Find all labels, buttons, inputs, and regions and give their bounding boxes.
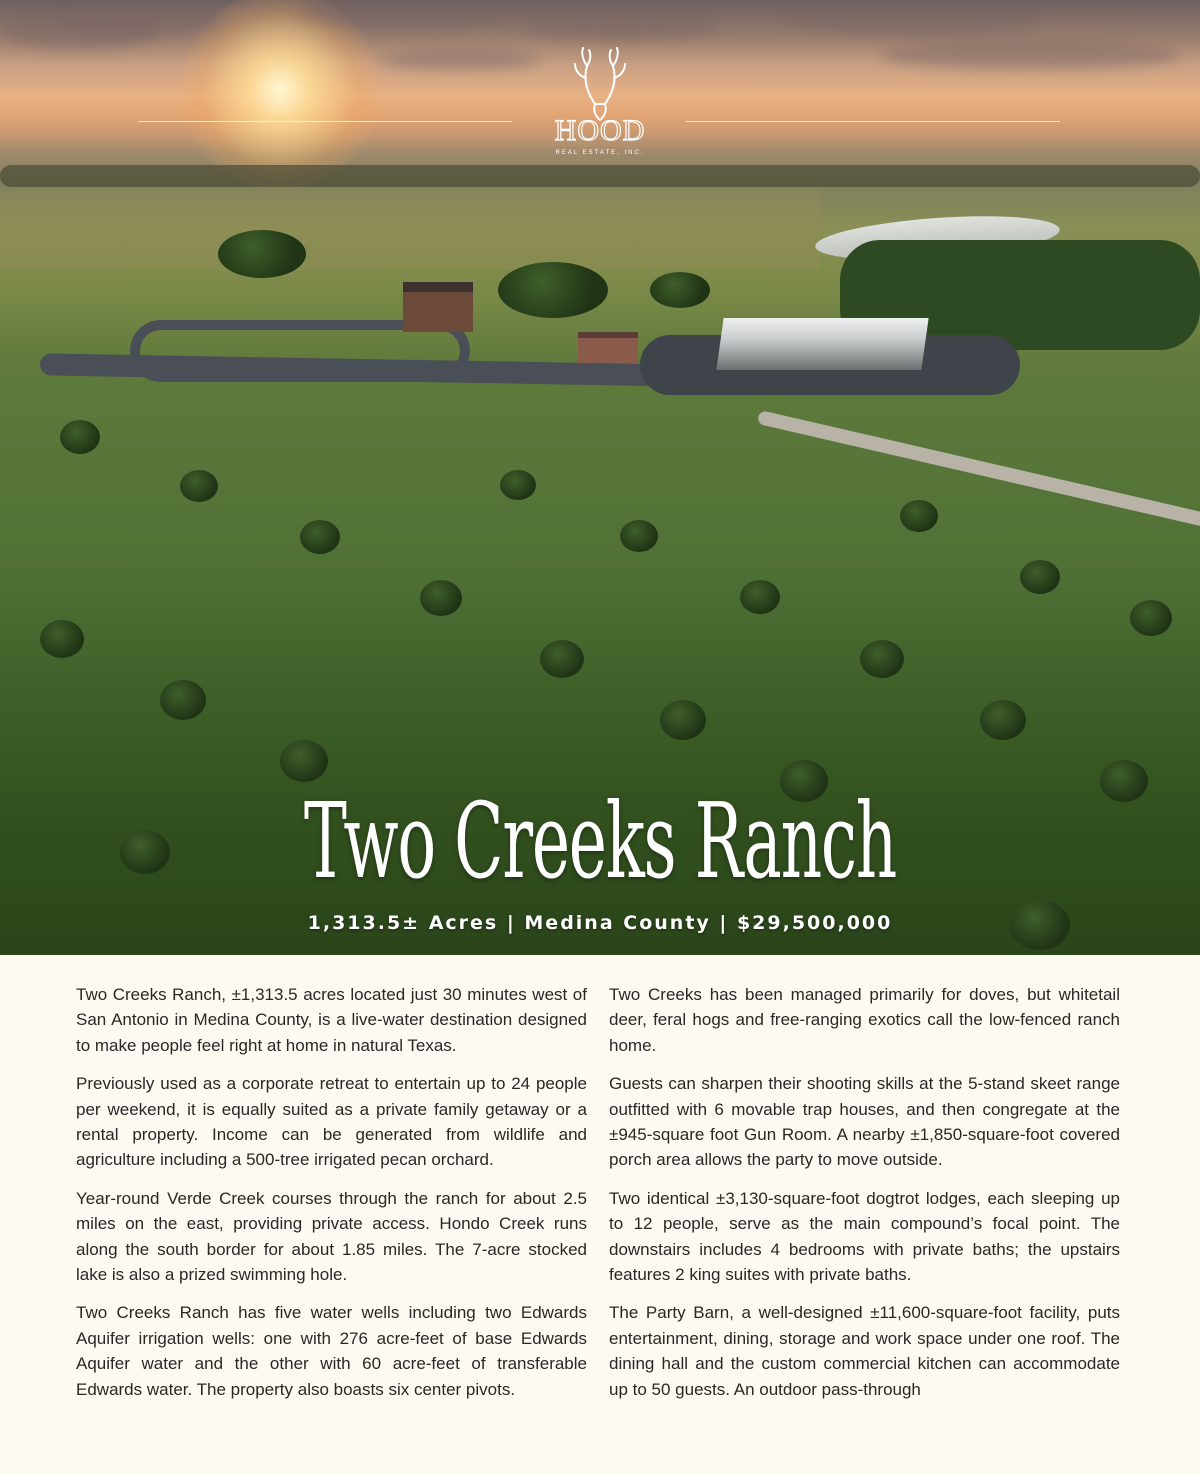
paragraph: Two Creeks Ranch, ±1,313.5 acres located just 30 minutes west of San Antonio in Medina County, is a live-water destination designed to make people feel right at home in natural Texas. xyxy=(76,985,587,1055)
logo-subtitle: REAL ESTATE, INC. xyxy=(555,150,645,156)
orchard-tree xyxy=(620,520,658,552)
orchard-tree xyxy=(300,520,340,554)
cloud xyxy=(60,5,220,35)
sun xyxy=(180,0,380,190)
orchard-tree xyxy=(980,700,1026,740)
orchard-tree xyxy=(60,420,100,454)
orchard-tree xyxy=(40,620,84,658)
page-title: Two Creeks Ranch xyxy=(303,780,897,902)
paragraph: Guests can sharpen their shooting skills at the 5-stand skeet range outfitted with 6 movable trap houses, and then congregate at the ±945-square foot Gun Room. A nearby ±1,850-square-foot covered porch area allows the party to move outside. xyxy=(609,1074,1120,1170)
cloud xyxy=(780,0,1040,35)
horizon-treeline xyxy=(0,165,1200,187)
live-oak xyxy=(218,230,306,278)
logo-rule-left xyxy=(138,121,512,122)
cloud xyxy=(880,40,1180,70)
hood-logo xyxy=(540,44,660,162)
property-summary: 1,313.5± Acres | Medina County | $29,500,000 xyxy=(307,912,893,934)
orchard-tree xyxy=(420,580,462,616)
orchard-tree xyxy=(740,580,780,614)
paragraph: Two Creeks Ranch has five water wells including two Edwards Aquifer irrigation wells: one with 276 acre-feet of base Edwards Aquifer water and the other with 60 acre-feet of transferable Edwards water. The property also boasts six center pivots. xyxy=(76,1303,587,1399)
orchard-tree xyxy=(1100,760,1148,802)
logo-rule-right xyxy=(686,121,1060,122)
paragraph: Two Creeks has been managed primarily for doves, but whitetail deer, feral hogs and free-ranging exotics call the low-fenced ranch home. xyxy=(609,985,1120,1055)
paragraph: Year-round Verde Creek courses through the ranch for about 2.5 miles on the east, providing private access. Hondo Creek runs along the south border for about 1.85 miles. The 7-acre stocked lake is also a prized swimming hole. xyxy=(76,1188,587,1285)
gravel-road xyxy=(757,410,1200,527)
orchard-tree xyxy=(1130,600,1172,636)
lodge xyxy=(403,282,473,332)
orchard-tree xyxy=(540,640,584,678)
orchard-tree xyxy=(900,500,938,532)
orchard-tree xyxy=(1020,560,1060,594)
live-oak xyxy=(498,262,608,318)
orchard-tree xyxy=(180,470,218,502)
orchard-tree xyxy=(120,830,170,874)
cabin xyxy=(578,332,638,363)
logo-wordmark: HOOD xyxy=(554,114,646,147)
paragraph: Previously used as a corporate retreat to entertain up to 24 people per weekend, it is equally suited as a private family getaway or a rental property. Income can be generated from wildlife and agriculture including a 500-tree irrigated pecan orchard. xyxy=(76,1074,587,1170)
orchard-tree xyxy=(500,470,536,500)
deer-antler-icon xyxy=(565,44,635,124)
orchard-tree xyxy=(860,640,904,678)
cloud xyxy=(520,10,720,40)
orchard-tree xyxy=(660,700,706,740)
paragraph: The Party Barn, a well-designed ±11,600-square-foot facility, puts entertainment, dining, storage and work space under one roof. The dining hall and the custom commercial kitchen can accommodate up to 50 guests. An outdoor pass-through xyxy=(609,1303,1120,1399)
live-oak xyxy=(650,272,710,308)
text-column-left xyxy=(76,982,587,1415)
far-field xyxy=(0,190,820,270)
text-column-right xyxy=(609,982,1120,1415)
orchard-tree xyxy=(160,680,206,720)
cloud xyxy=(380,50,540,70)
party-barn xyxy=(716,318,928,370)
orchard-tree xyxy=(280,740,328,782)
paragraph: Two identical ±3,130-square-foot dogtrot lodges, each sleeping up to 12 people, serve as the main compound’s focal point. The downstairs includes 4 bedrooms with private baths; the upstairs features 2 king suites with private baths. xyxy=(609,1188,1120,1285)
